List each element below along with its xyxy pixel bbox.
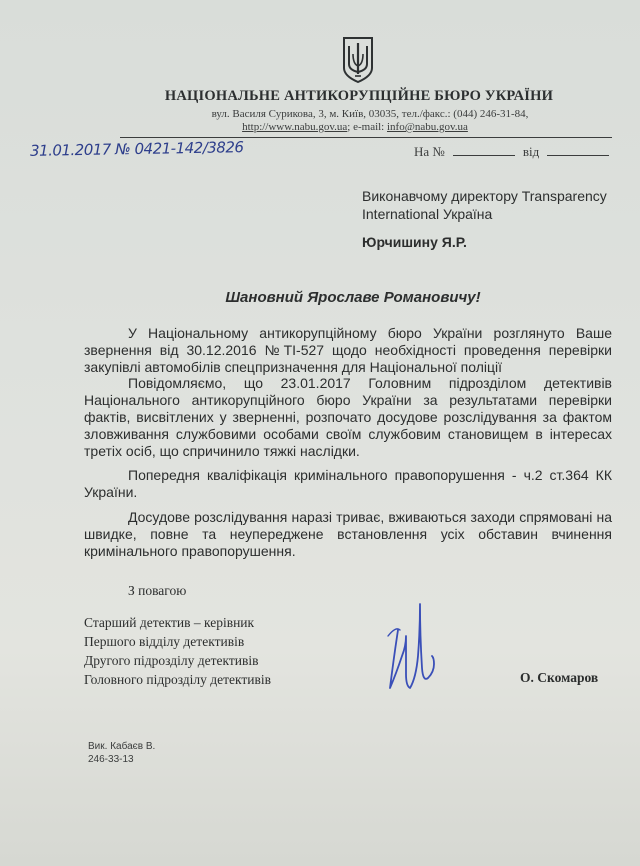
letter-body [84, 325, 612, 559]
body-paragraph-3: Попередня кваліфікація кримінального правопорушення - ч.2 ст.364 КК України. [84, 467, 612, 501]
position-line: Головного підрозділу детективів [84, 672, 272, 687]
executor-phone: 246-33-13 [88, 754, 134, 765]
handwritten-signature-icon [376, 596, 456, 706]
position-line: Першого відділу детективів [84, 634, 245, 649]
executor-name: Вик. Кабаєв В. [88, 741, 156, 752]
website-link[interactable]: http://www.nabu.gov.ua [242, 121, 348, 133]
ref-date-blank [547, 145, 609, 156]
position-line: Другого підрозділу детективів [84, 653, 259, 668]
handwritten-registration-number: 31.01.2017 № 0421-142/3826 [29, 138, 244, 160]
trident-emblem-icon [340, 34, 376, 84]
email-prefix: ; e-mail: [347, 121, 387, 133]
contact-line [0, 121, 640, 133]
addressee-line-2: International Україна [362, 206, 493, 222]
org-name: НАЦІОНАЛЬНЕ АНТИКОРУПЦІЙНЕ БЮРО УКРАЇНИ [164, 88, 554, 104]
body-paragraph-2: Повідомляємо, що 23.01.2017 Головним підрозділом детективів Національного антикорупційного бюро України за результатами перевірки фактів, висвітлених у зверненні, розпочато досудове розслідування за фактом зловживання службовими особами своїм службовим становищем в інтересах третіх осіб, що спричинило тяжкі наслідки. [84, 375, 612, 459]
body-paragraph-4: Досудове розслідування наразі триває, вживаються заходи спрямовані на швидке, повне та неупереджене встановлення усіх обставин вчинення кримінального правопорушення. [84, 508, 612, 559]
position-line: Старший детектив – керівник [84, 615, 255, 630]
body-paragraph-1: У Національному антикорупційному бюро України розглянуто Ваше звернення від 30.12.2016 №ТІ-527 щодо необхідності проведення перевірки закупівлі автомобілів спецпризначення для Національної поліції [84, 325, 612, 375]
email-link[interactable]: info@nabu.gov.ua [387, 121, 468, 133]
reference-line [414, 144, 609, 160]
signer-name: О. Скомаров [520, 670, 599, 685]
ref-no-label: На № [414, 144, 445, 159]
address-line: вул. Василя Сурикова, 3, м. Київ, 03035, тел./факс.: (044) 246-31-84, [211, 108, 529, 120]
letterhead-divider [120, 137, 612, 138]
ref-date-label: від [522, 144, 540, 159]
executor-info [88, 740, 155, 766]
addressee-name: Юрчишину Я.Р. [362, 234, 467, 250]
ref-no-blank [453, 145, 515, 156]
salutation: Шановний Ярославе Романовичу! [225, 289, 481, 306]
closing-regards: З повагою [128, 583, 187, 598]
signer-position [84, 613, 271, 689]
addressee-line-1: Виконавчому директору Transparency [362, 188, 607, 204]
